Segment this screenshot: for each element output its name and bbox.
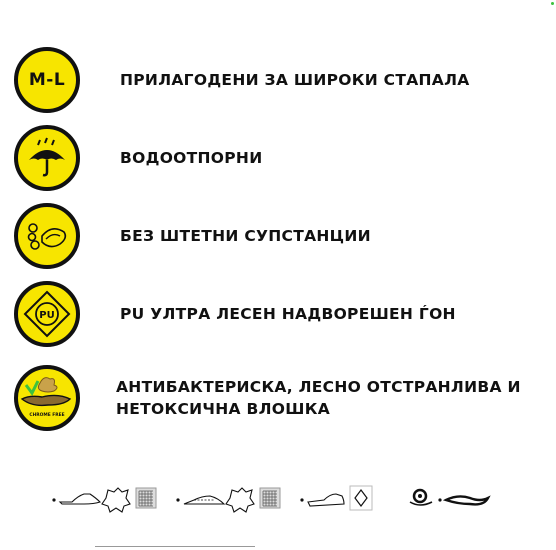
care-strip: [44, 482, 504, 514]
badge-text-pu: PU: [39, 310, 55, 321]
no-harmful-substances-icon: [14, 203, 80, 269]
feature-label-no-harmful: БЕЗ ШТЕТНИ СУПСТАНЦИИ: [120, 226, 371, 245]
feature-waterproof: [14, 120, 550, 196]
diamond-symbol-icon: [350, 486, 372, 510]
feature-insole: [14, 360, 550, 436]
sole-outline-icon: [438, 496, 488, 504]
shoe-upper-leather-icon: [52, 494, 100, 504]
green-dot: [551, 2, 554, 5]
spiral-care-icon: [410, 490, 432, 505]
width-ml-icon: [14, 47, 80, 113]
badge-text-ml: M-L: [28, 70, 66, 90]
feature-width: [14, 42, 550, 118]
leather-hide-icon: [102, 488, 130, 512]
feature-label-waterproof: ВОДООТПОРНИ: [120, 148, 263, 167]
antibacterial-insole-icon: [14, 365, 80, 431]
pu-diamond-icon: [14, 281, 80, 347]
umbrella-rain-icon: [14, 125, 80, 191]
feature-label-width: ПРИЛАГОДЕНИ ЗА ШИРОКИ СТАПАЛА: [120, 70, 470, 89]
footer-divider: [95, 546, 255, 547]
leather-hide-icon: [226, 488, 254, 512]
feature-label-pu-sole: PU УЛТРА ЛЕСЕН НАДВОРЕШЕН ЃОН: [120, 304, 456, 323]
feature-no-harmful: [14, 198, 550, 274]
feature-label-insole: АНТИБАКТЕРИСКА, ЛЕСНО ОТСТРАНЛИВА И НЕТОКСИЧНА ВЛОШКА: [116, 377, 521, 418]
textile-grid-icon: [136, 488, 156, 508]
shoe-sole-icon: [300, 494, 344, 506]
badge-text-chrome-free: CHROME FREE: [29, 413, 65, 418]
shoe-lining-icon: [176, 496, 224, 504]
feature-pu-sole: [14, 276, 550, 352]
textile-grid-icon: [260, 488, 280, 508]
